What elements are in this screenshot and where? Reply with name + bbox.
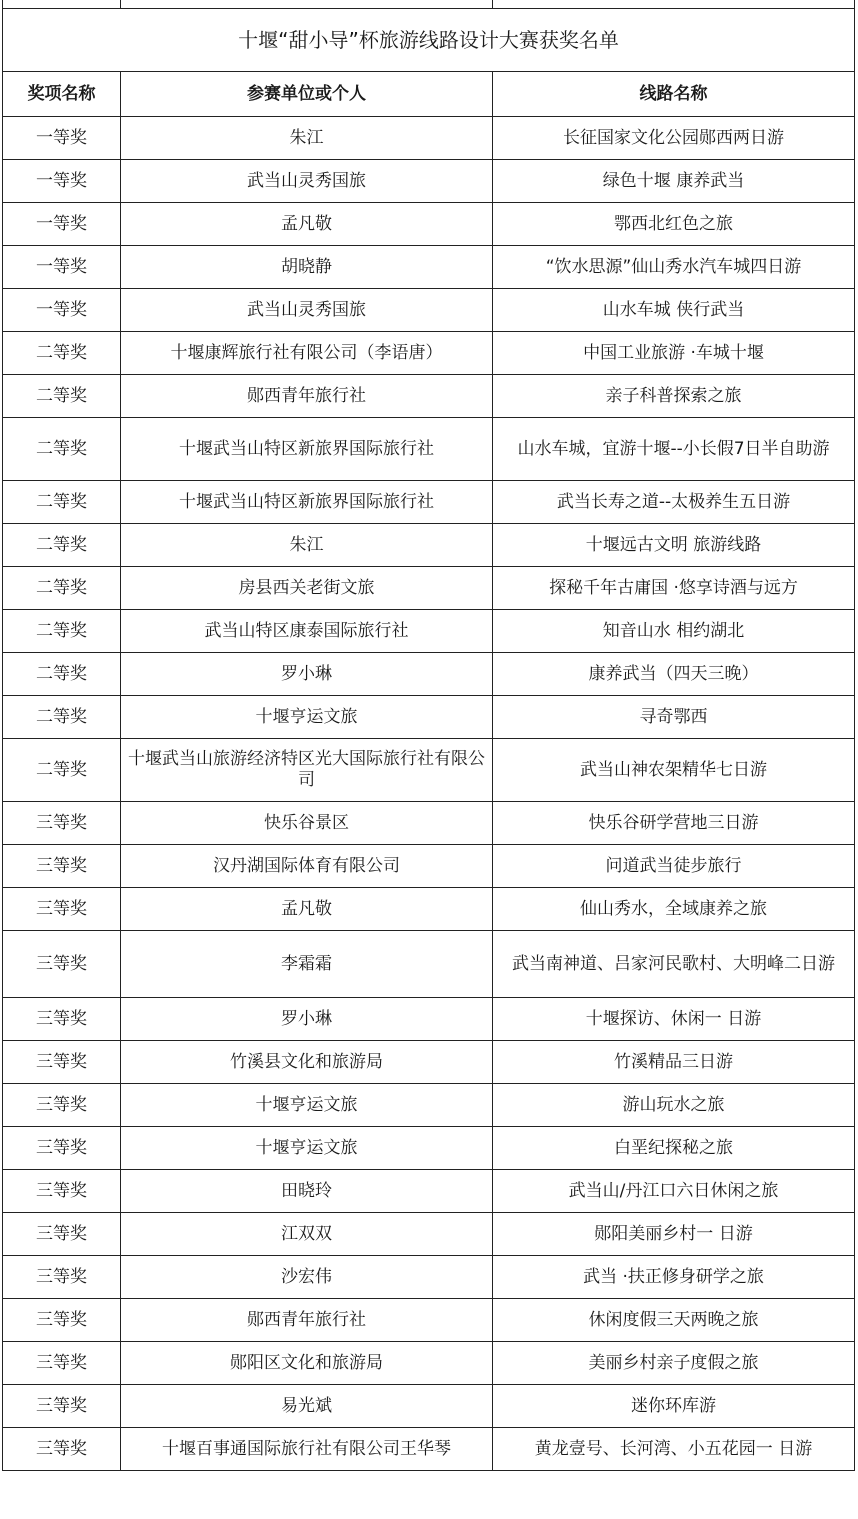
route-cell: 鄂西北红色之旅: [493, 203, 855, 246]
table-row: [3, 289, 855, 332]
award-cell: 二等奖: [3, 653, 121, 696]
route-cell: 十堰探访、休闲一 日游: [493, 998, 855, 1041]
table-row: [3, 845, 855, 888]
award-list-sheet: [2, 0, 854, 1519]
table-row: [3, 418, 855, 481]
participant-cell: 朱江: [121, 117, 493, 160]
award-cell: 三等奖: [3, 888, 121, 931]
participant-cell: 李霜霜: [121, 931, 493, 998]
table-row: [3, 332, 855, 375]
award-cell: 一等奖: [3, 246, 121, 289]
table-row: [3, 524, 855, 567]
table-row: [3, 653, 855, 696]
award-cell: 一等奖: [3, 160, 121, 203]
participant-cell: 十堰亨运文旅: [121, 696, 493, 739]
award-cell: 三等奖: [3, 1041, 121, 1084]
table-row: [3, 246, 855, 289]
award-cell: 二等奖: [3, 524, 121, 567]
route-cell: 十堰远古文明 旅游线路: [493, 524, 855, 567]
participant-cell: 易光斌: [121, 1385, 493, 1428]
route-cell: 郧阳美丽乡村一 日游: [493, 1213, 855, 1256]
award-table: [2, 0, 855, 1471]
participant-cell: 罗小琳: [121, 998, 493, 1041]
participant-cell: 朱江: [121, 524, 493, 567]
table-row: [3, 375, 855, 418]
table-row: [3, 931, 855, 998]
participant-cell: 胡晓静: [121, 246, 493, 289]
award-cell: 三等奖: [3, 1256, 121, 1299]
participant-cell: 十堰武当山旅游经济特区光大国际旅行社有限公司: [121, 739, 493, 802]
table-row: [3, 888, 855, 931]
participant-cell: 郧西青年旅行社: [121, 375, 493, 418]
table-row: [3, 1299, 855, 1342]
participant-cell: 十堰亨运文旅: [121, 1127, 493, 1170]
participant-cell: 田晓玲: [121, 1170, 493, 1213]
award-cell: 三等奖: [3, 1428, 121, 1471]
participant-cell: 孟凡敬: [121, 203, 493, 246]
award-cell: 三等奖: [3, 802, 121, 845]
participant-cell: 武当山特区康泰国际旅行社: [121, 610, 493, 653]
route-cell: 康养武当（四天三晚）: [493, 653, 855, 696]
table-row: [3, 1170, 855, 1213]
table-row: [3, 998, 855, 1041]
route-cell: 绿色十堰 康养武当: [493, 160, 855, 203]
route-cell: “饮水思源”仙山秀水汽车城四日游: [493, 246, 855, 289]
table-row: [3, 802, 855, 845]
award-cell: 二等奖: [3, 610, 121, 653]
table-row: [3, 117, 855, 160]
route-cell: 武当 ·扶正修身研学之旅: [493, 1256, 855, 1299]
route-cell: 休闲度假三天两晚之旅: [493, 1299, 855, 1342]
route-cell: 问道武当徒步旅行: [493, 845, 855, 888]
participant-cell: 竹溪县文化和旅游局: [121, 1041, 493, 1084]
route-cell: 仙山秀水，全域康养之旅: [493, 888, 855, 931]
award-cell: 三等奖: [3, 1299, 121, 1342]
table-row: [3, 1213, 855, 1256]
table-row: [3, 203, 855, 246]
award-cell: 三等奖: [3, 998, 121, 1041]
route-cell: 武当南神道、吕家河民歌村、大明峰二日游: [493, 931, 855, 998]
participant-cell: 孟凡敬: [121, 888, 493, 931]
route-cell: 长征国家文化公园郧西两日游: [493, 117, 855, 160]
table-title: 十堰“甜小导”杯旅游线路设计大赛获奖名单: [3, 9, 855, 72]
award-cell: 二等奖: [3, 567, 121, 610]
route-cell: 竹溪精品三日游: [493, 1041, 855, 1084]
award-cell: 二等奖: [3, 375, 121, 418]
award-cell: 二等奖: [3, 739, 121, 802]
route-cell: 山水车城 侠行武当: [493, 289, 855, 332]
award-cell: 三等奖: [3, 1170, 121, 1213]
award-cell: 三等奖: [3, 931, 121, 998]
route-cell: 白垩纪探秘之旅: [493, 1127, 855, 1170]
participant-cell: 郧阳区文化和旅游局: [121, 1342, 493, 1385]
participant-cell: 十堰武当山特区新旅界国际旅行社: [121, 418, 493, 481]
table-row: [3, 1342, 855, 1385]
table-row: [3, 160, 855, 203]
award-cell: 二等奖: [3, 481, 121, 524]
table-row: [3, 1385, 855, 1428]
route-cell: 快乐谷研学营地三日游: [493, 802, 855, 845]
header-route: 线路名称: [493, 72, 855, 117]
participant-cell: 快乐谷景区: [121, 802, 493, 845]
award-cell: 二等奖: [3, 418, 121, 481]
header-row: [3, 72, 855, 117]
award-cell: 一等奖: [3, 203, 121, 246]
participant-cell: 武当山灵秀国旅: [121, 160, 493, 203]
route-cell: 武当山神农架精华七日游: [493, 739, 855, 802]
participant-cell: 房县西关老街文旅: [121, 567, 493, 610]
participant-cell: 罗小琳: [121, 653, 493, 696]
table-row: [3, 1041, 855, 1084]
participant-cell: 十堰百事通国际旅行社有限公司王华琴: [121, 1428, 493, 1471]
award-cell: 三等奖: [3, 1213, 121, 1256]
participant-cell: 江双双: [121, 1213, 493, 1256]
route-cell: 迷你环库游: [493, 1385, 855, 1428]
top-strip: [3, 0, 855, 9]
award-cell: 二等奖: [3, 696, 121, 739]
award-cell: 三等奖: [3, 1084, 121, 1127]
header-award: 奖项名称: [3, 72, 121, 117]
table-row: [3, 1428, 855, 1471]
route-cell: 亲子科普探索之旅: [493, 375, 855, 418]
route-cell: 武当山/丹江口六日休闲之旅: [493, 1170, 855, 1213]
route-cell: 山水车城，宜游十堰--小长假7日半自助游: [493, 418, 855, 481]
table-row: [3, 1084, 855, 1127]
table-row: [3, 739, 855, 802]
table-row: [3, 481, 855, 524]
table-row: [3, 1127, 855, 1170]
table-row: [3, 1256, 855, 1299]
participant-cell: 十堰亨运文旅: [121, 1084, 493, 1127]
participant-cell: 汉丹湖国际体育有限公司: [121, 845, 493, 888]
table-row: [3, 567, 855, 610]
award-cell: 三等奖: [3, 1127, 121, 1170]
award-cell: 三等奖: [3, 845, 121, 888]
award-cell: 三等奖: [3, 1342, 121, 1385]
route-cell: 知音山水 相约湖北: [493, 610, 855, 653]
route-cell: 武当长寿之道--太极养生五日游: [493, 481, 855, 524]
title-row: [3, 9, 855, 72]
route-cell: 中国工业旅游 ·车城十堰: [493, 332, 855, 375]
award-cell: 一等奖: [3, 117, 121, 160]
table-row: [3, 610, 855, 653]
route-cell: 游山玩水之旅: [493, 1084, 855, 1127]
route-cell: 美丽乡村亲子度假之旅: [493, 1342, 855, 1385]
route-cell: 黄龙壹号、长河湾、小五花园一 日游: [493, 1428, 855, 1471]
award-cell: 三等奖: [3, 1385, 121, 1428]
route-cell: 寻奇鄂西: [493, 696, 855, 739]
table-row: [3, 696, 855, 739]
route-cell: 探秘千年古庸国 ·悠享诗酒与远方: [493, 567, 855, 610]
participant-cell: 十堰武当山特区新旅界国际旅行社: [121, 481, 493, 524]
participant-cell: 郧西青年旅行社: [121, 1299, 493, 1342]
award-cell: 一等奖: [3, 289, 121, 332]
participant-cell: 武当山灵秀国旅: [121, 289, 493, 332]
participant-cell: 沙宏伟: [121, 1256, 493, 1299]
award-cell: 二等奖: [3, 332, 121, 375]
participant-cell: 十堰康辉旅行社有限公司（李语唐）: [121, 332, 493, 375]
header-participant: 参赛单位或个人: [121, 72, 493, 117]
